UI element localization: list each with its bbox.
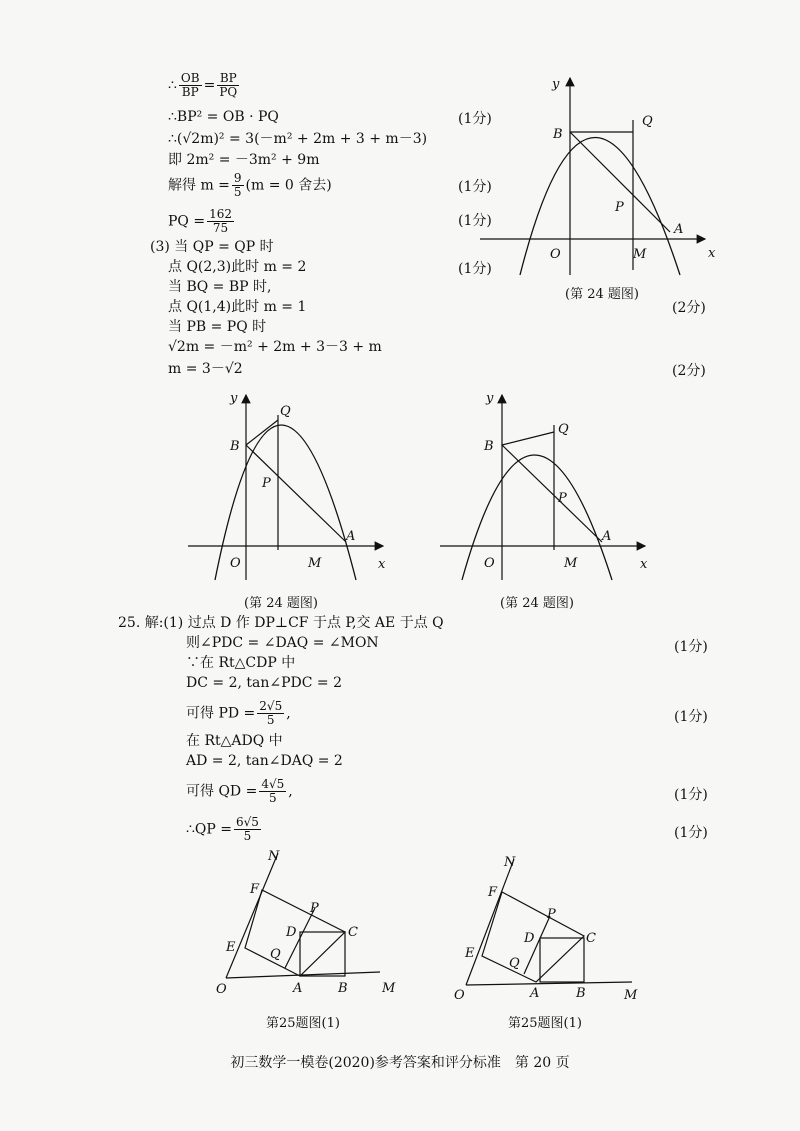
label-y: y — [486, 391, 494, 406]
label-n: N — [504, 855, 516, 870]
case-line: 当 BQ = BP 时, — [168, 279, 272, 295]
square-abcd — [540, 938, 584, 982]
label-d: D — [286, 925, 297, 940]
numerator: OB — [180, 71, 200, 85]
label-m: M — [308, 556, 322, 571]
label-c: C — [348, 925, 358, 940]
score: (1分) — [458, 111, 492, 127]
label-a: A — [293, 981, 303, 996]
numerator: 6√5 — [236, 815, 259, 829]
label-c: C — [586, 931, 596, 946]
label-m: M — [624, 988, 638, 1003]
text: 解得 m = — [168, 177, 230, 194]
equation-line: ∴BP² = OB · PQ — [168, 109, 279, 125]
figure-25-left — [210, 848, 410, 1003]
solution-line: DC = 2, tan∠PDC = 2 — [186, 675, 342, 691]
therefore-symbol: ∴ — [168, 77, 177, 94]
label-o: O — [484, 556, 495, 571]
label-a: A — [602, 529, 612, 544]
pd-line — [186, 700, 291, 727]
denominator: 5 — [268, 791, 277, 805]
pq-value-line — [168, 208, 236, 235]
fraction — [259, 778, 286, 805]
label-y: y — [230, 391, 238, 406]
caption: 第25题图(1) — [508, 1016, 582, 1031]
case-line: 当 PB = PQ 时 — [168, 319, 267, 335]
fraction — [207, 208, 234, 235]
score: (1分) — [674, 709, 708, 725]
solve-m-line — [168, 172, 332, 199]
label-q: Q — [270, 947, 281, 962]
caption: (第 24 题图) — [565, 287, 639, 302]
label-o: O — [550, 247, 561, 262]
label-a: A — [530, 986, 540, 1001]
solution-line: 在 Rt△ADQ 中 — [186, 733, 283, 749]
caption: 第25题图(1) — [266, 1016, 340, 1031]
label-q: Q — [509, 956, 520, 971]
figure-24-left — [188, 390, 388, 585]
line-ba — [502, 445, 602, 542]
equation-line: ∴(√2m)² = 3(－m² + 2m + 3 + m－3) — [168, 131, 428, 147]
solution-line: 25. 解:(1) 过点 D 作 DP⊥CF 于点 P,交 AE 于点 Q — [118, 615, 444, 631]
text: 可得 PD = — [186, 705, 256, 722]
label-x: x — [708, 246, 716, 261]
equals-sign: = — [203, 77, 216, 94]
label-a: A — [346, 529, 356, 544]
page-footer: 初三数学一模卷(2020)参考答案和评分标准 第 20 页 — [230, 1055, 570, 1071]
text: ∴QP = — [186, 821, 232, 838]
case-line: √2m = －m² + 2m + 3－3 + m — [168, 339, 382, 355]
label-n: N — [268, 849, 280, 864]
fraction — [234, 816, 261, 843]
solution-line: AD = 2, tan∠DAQ = 2 — [186, 753, 343, 769]
label-f: F — [250, 882, 260, 897]
text: 可得 QD = — [186, 783, 258, 800]
label-q: Q — [280, 404, 291, 419]
denominator: 5 — [266, 713, 275, 727]
figure-24-top — [480, 70, 720, 290]
label-o: O — [454, 988, 465, 1003]
label-m: M — [633, 247, 647, 262]
label-b: B — [553, 127, 563, 142]
label-p: P — [558, 491, 567, 506]
score: (1分) — [674, 639, 708, 655]
score: (1分) — [458, 213, 492, 229]
figure-25-right — [452, 854, 642, 1004]
fraction-ob-bp — [179, 72, 202, 99]
label-m: M — [382, 981, 396, 996]
label-b: B — [576, 986, 586, 1001]
label-a: A — [674, 222, 684, 237]
numerator: 4√5 — [261, 777, 285, 791]
label-y: y — [552, 77, 560, 92]
denominator: PQ — [219, 85, 238, 99]
parabola — [520, 138, 680, 276]
numerator: 2√5 — [259, 699, 283, 713]
figure-24-right — [440, 390, 650, 585]
score: (2分) — [672, 363, 706, 379]
case-line: 点 Q(2,3)此时 m = 2 — [168, 259, 307, 275]
case-line: 点 Q(1,4)此时 m = 1 — [168, 299, 307, 315]
denominator: 75 — [212, 221, 229, 235]
label-q: Q — [558, 422, 569, 437]
denominator: BP — [181, 85, 199, 99]
label-x: x — [640, 557, 648, 572]
case-line: m = 3－√2 — [168, 361, 243, 377]
label-b: B — [230, 439, 240, 454]
denominator: 5 — [243, 829, 252, 843]
label-e: E — [226, 940, 236, 955]
solution-line: ∵在 Rt△CDP 中 — [186, 655, 296, 671]
text: (m = 0 舍去) — [245, 177, 332, 194]
fraction — [257, 700, 284, 727]
case-line: (3) 当 QP = QP 时 — [150, 239, 274, 255]
line-ba — [246, 445, 346, 542]
score: (1分) — [674, 787, 708, 803]
fraction — [232, 172, 244, 199]
score: (1分) — [674, 825, 708, 841]
ray-on — [466, 859, 514, 985]
text: , — [288, 783, 293, 800]
label-o: O — [216, 982, 227, 997]
label-b: B — [484, 439, 494, 454]
score: (2分) — [672, 300, 706, 316]
label-p: P — [615, 200, 624, 215]
label-b: B — [338, 981, 348, 996]
text: , — [286, 705, 291, 722]
label-p: P — [262, 476, 271, 491]
line-bq — [502, 432, 554, 445]
ratio-equation — [168, 72, 241, 99]
caption: (第 24 题图) — [244, 596, 318, 611]
label-d: D — [524, 931, 535, 946]
numerator: 162 — [209, 207, 232, 221]
denominator: 5 — [233, 185, 242, 199]
text: PQ = — [168, 213, 206, 230]
qd-line — [186, 778, 293, 805]
label-x: x — [378, 557, 386, 572]
label-e: E — [465, 946, 475, 961]
qp-line — [186, 816, 263, 843]
label-f: F — [488, 885, 498, 900]
line-ba — [570, 132, 670, 232]
label-q: Q — [642, 114, 653, 129]
numerator: 9 — [233, 171, 242, 185]
score: (1分) — [458, 179, 492, 195]
equation-line: 即 2m² = －3m² + 9m — [168, 152, 320, 168]
label-o: O — [230, 556, 241, 571]
solution-line: 则∠PDC = ∠DAQ = ∠MON — [186, 635, 379, 651]
fraction-bp-pq — [217, 72, 239, 99]
label-p: P — [547, 907, 556, 922]
score: (1分) — [458, 261, 492, 277]
label-p: P — [310, 901, 319, 916]
label-m: M — [564, 556, 578, 571]
caption: (第 24 题图) — [500, 596, 574, 611]
numerator: BP — [217, 72, 239, 86]
line-bq — [246, 420, 278, 445]
